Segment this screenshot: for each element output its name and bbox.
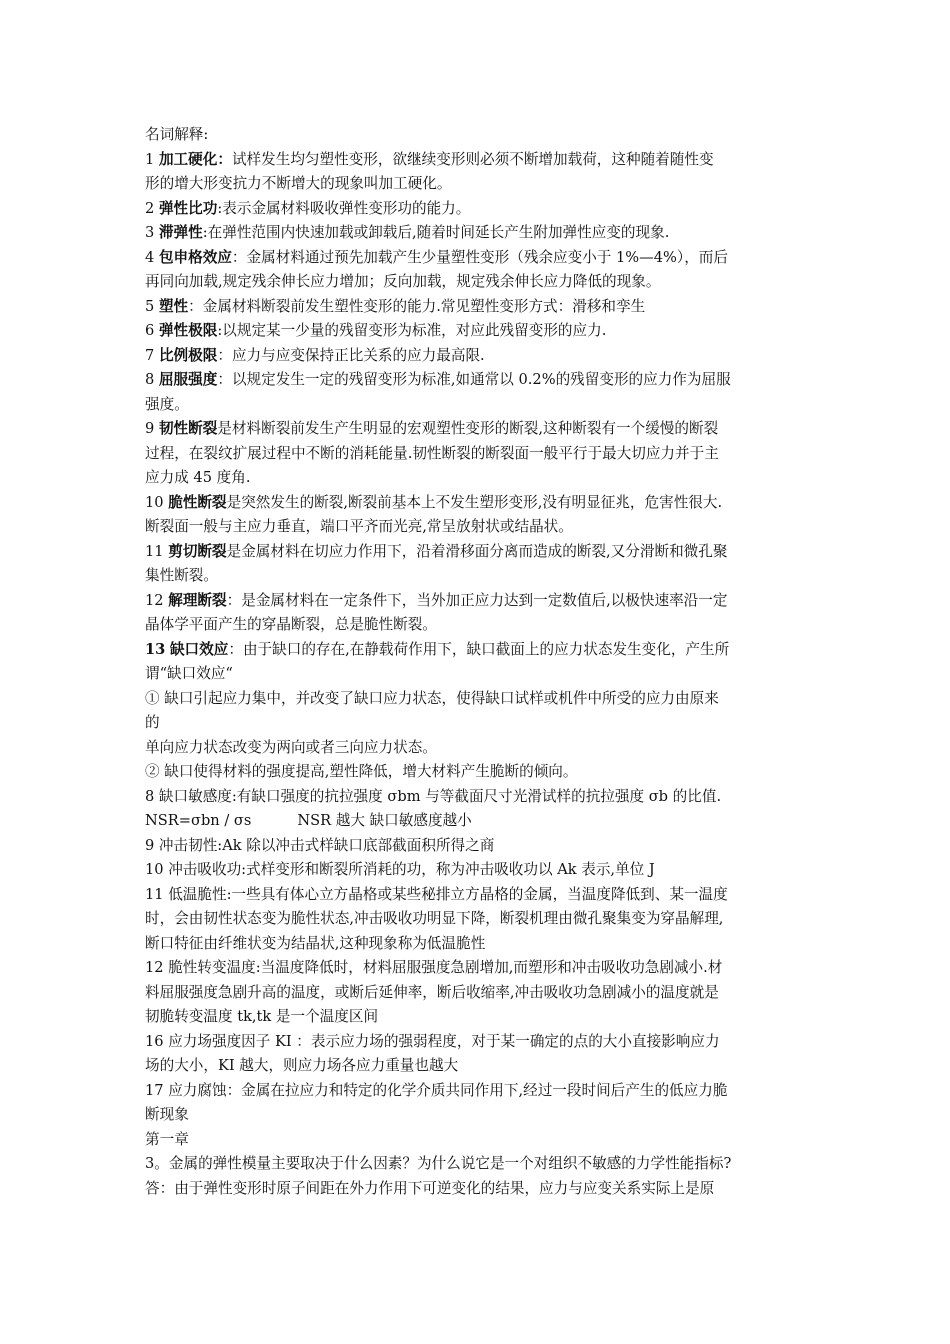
text-line: 场的大小，KI 越大，则应力场各应力重量也越大 [145,1057,459,1074]
definition-item: 1 加工硬化：试样发生均匀塑性变形，欲继续变形则必须不断增加载荷，这种随着随性变 [145,150,714,168]
chapter-heading: 第一章 [145,1130,189,1148]
definition-item: 3 滞弹性:在弹性范围内快速加载或卸载后,随着时间延长产生附加弹性应变的现象. [145,224,670,241]
text-line: 料屈服强度急剧升高的温度，或断后延伸率，断后收缩率,冲击吸收功急剧减小的温度就是 [145,983,719,1001]
definition-term: 缺口效应 [169,640,229,658]
text-line: NSR=σbn / σs NSR 越大 缺口敏感度越小 [145,812,472,829]
definition-item: 5 塑性：金属材料断裂前发生塑性变形的能力.常见塑性变形方式：滑移和孪生 [145,297,646,315]
text-line: 断现象 [145,1106,189,1123]
definition-item: 2 弹性比功:表示金属材料吸收弹性变形功的能力。 [145,199,471,217]
text-line: ② 缺口使得材料的强度提高,塑性降低，增大材料产生脆断的倾向。 [145,763,578,780]
definition-term: 韧性断裂 [158,420,218,437]
text-line: 时，会由韧性状态变为脆性状态,冲击吸收功明显下降，断裂机理由微孔聚集变为穿晶解理, [145,910,724,927]
section-heading: 名词解释: [145,126,209,143]
definition-item: 8 屈服强度：以规定发生一定的残留变形为标准,如通常以 0.2%的残留变形的应力作为屈服 [145,371,731,388]
definition-term: 滞弹性 [158,224,203,241]
definition-item: 10 脆性断裂是突然发生的断裂,断裂前基本上不发生塑形变形,没有明显征兆，危害性很大. [145,493,723,511]
text-line: 断口特征由纤维状变为结晶状,这种现象称为低温脆性 [145,934,486,952]
text-line: 17 应力腐蚀：金属在拉应力和特定的化学介质共同作用下,经过一段时间后产生的低应力脆 [145,1081,728,1099]
definition-term: 包申格效应 [158,248,232,266]
text-line: 12 脆性转变温度:当温度降低时，材料屈服强度急剧增加,而塑形和冲击吸收功急剧减小.材 [145,959,723,976]
text-line: 韧脆转变温度 tk,tk 是一个温度区间 [145,1008,379,1025]
definition-item: 6 弹性极限:以规定某一少量的残留变形为标准，对应此残留变形的应力. [145,322,607,339]
definition-term: 屈服强度 [158,371,218,388]
answer-line: 答：由于弹性变形时原子间距在外力作用下可逆变化的结果，应力与应变关系实际上是原 [145,1179,715,1197]
text-line: 10 冲击吸收功:式样变形和断裂所消耗的功，称为冲击吸收功以 Ak 表示,单位 J [145,861,655,878]
definition-item: 4 包申格效应：金属材料通过预先加载产生少量塑性变形（残余应变小于 1%—4%），而后 [145,248,728,266]
text-line: 单向应力状态改变为两向或者三向应力状态。 [145,738,437,756]
definition-item: 11 剪切断裂是金属材料在切应力作用下，沿着滑移面分离而造成的断裂,又分滑断和微孔聚 [145,542,728,560]
definition-term: 比例极限 [158,346,218,364]
text-line: 11 低温脆性:一些具有体心立方晶格或某些秘排立方晶格的金属，当温度降低到、某一温度 [145,885,728,903]
text-line: 8 缺口敏感度:有缺口强度的抗拉强度 σbm 与等截面尺寸光滑试样的抗拉强度 σb 的比值. [145,787,722,805]
text-line: ① 缺口引起应力集中，并改变了缺口应力状态，使得缺口试样或机件中所受的应力由原来 [145,689,719,707]
text-line: 的 [145,714,160,731]
definition-item: 9 韧性断裂是材料断裂前发生产生明显的宏观塑性变形的断裂,这种断裂有一个缓慢的断裂 [145,420,719,437]
definition-term: 剪切断裂 [168,542,227,560]
text-line: 9 冲击韧性:Ak 除以冲击式样缺口底部截面积所得之商 [145,836,495,854]
definition-term: 弹性比功 [158,199,218,217]
definition-item: 13 缺口效应：由于缺口的存在,在静载荷作用下，缺口截面上的应力状态发生变化，产生所 [145,640,730,658]
definition-term: 加工硬化 [158,150,218,168]
document-body: 名词解释: 1 加工硬化：试样发生均匀塑性变形，欲继续变形则必须不断增加载荷，这种随着随性变 形的增大形变抗力不断增大的现象叫加工硬化。 2 弹性比功:表示金属材料吸收弹性变形功的能力。 3 滞弹性:在弹性范围内快速加载或卸载后,随着时间延长产生附加弹性应变的现象. 4 包申格效应：金属材料通过预先加载产生少量塑性变形（残余应变小于 1%—4%），而后 再同向加载,规定残余伸长应力增加；反向加载，规定残余伸长应力降低的现象。 5 塑性：金属材料断裂前发生塑性变形的能力.常见塑性变形方式：滑移和孪生 6 弹性极限:以规定某一少量的残留变形为标准，对应此残留变形的应力. 7 比例极限：应力与应变保持正比关系的应力最高限. 8 屈服强度：以规定发生一定的残留变形为标准,如通常以 0.2%的残留变形的应力作为屈服 强度。 9 韧性断裂是材料断裂前发生产生明显的宏观塑性变形的断裂,这种断裂有一个缓慢的断裂 过程，在裂纹扩展过程中不断的消耗能量.韧性断裂的断裂面一般平行于最大切应力并于主 应力成 45 度角. 10 脆性断裂是突然发生的断裂,断裂前基本上不发生塑形变形,没有明显征兆，危害性很大. 断裂面一般与主应力垂直，端口平齐而光亮,常呈放射状或结晶状。 11 剪切断裂是金属材料在切应力作用下，沿着滑移面分离而造成的断裂,又分滑断和微孔聚 集性断裂。 12 解理断裂：是金属材料在一定条件下，当外加正应力达到一定数值后,以极快速率沿一定 晶体学平面产生的穿晶断裂，总是脆性断裂。 13 缺口效应：由于缺口的存在,在静载荷作用下，缺口截面上的应力状态发生变化，产生所 谓“缺口效应“ ① 缺口引起应力集中，并改变了缺口应力状态，使得缺口试样或机件中所受的应力由原来 的 单向应力状态改变为两向或者三向应力状态。 ② 缺口使得材料的强度提高,塑性降低，增大材料产生脆断的倾向。 8 缺口敏感度:有缺口强度的抗拉强度 σbm 与等截面尺寸光滑试样的抗拉强度 σb 的比值. NSR=σbn / σs NSR 越大 缺口敏感度越小 9 冲击韧性:Ak 除以冲击式样缺口底部截面积所得之商 10 冲击吸收功:式样变形和断裂所消耗的功，称为冲击吸收功以 Ak 表示,单位 J 11 低温脆性:一些具有体心立方晶格或某些秘排立方晶格的金属，当温度降低到、某一温度 时，会由韧性状态变为脆性状态,冲击吸收功明显下降，断裂机理由微孔聚集变为穿晶解理, 断口特征由纤维状变为结晶状,这种现象称为低温脆性 12 脆性转变温度:当温度降低时，材料屈服强度急剧增加,而塑形和冲击吸收功急剧减小.材 料屈服强度急剧升高的温度，或断后延伸率，断后收缩率,冲击吸收功急剧减小的温度就是 韧脆转变温度 tk,tk 是一个温度区间 16 应力场强度因子 KI ：表示应力场的强弱程度，对于某一确定的点的大小直接影响应力 场的大小，KI 越大，则应力场各应力重量也越大 17 应力腐蚀：金属在拉应力和特定的化学介质共同作用下,经过一段时间后产生的低应力脆 断现象 第一章 3。金属的弹性模量主要取决于什么因素？为什么说它是一个对组织不敏感的力学性能指标? 答：由于弹性变形时原子间距在外力作用下可逆变化的结果，应力与应变关系实际上是原 [145,123,813,1201]
definition-term: 解理断裂 [168,591,227,609]
definition-term: 弹性极限 [158,322,218,339]
text-line: 16 应力场强度因子 KI ：表示应力场的强弱程度，对于某一确定的点的大小直接影响应力 [145,1032,720,1050]
definition-item: 12 解理断裂：是金属材料在一定条件下，当外加正应力达到一定数值后,以极快速率沿一定 [145,591,728,609]
definition-item: 7 比例极限：应力与应变保持正比关系的应力最高限. [145,346,485,364]
definition-term: 脆性断裂 [168,493,227,511]
definition-term: 塑性 [158,297,189,315]
question-line: 3。金属的弹性模量主要取决于什么因素？为什么说它是一个对组织不敏感的力学性能指标? [145,1155,732,1172]
